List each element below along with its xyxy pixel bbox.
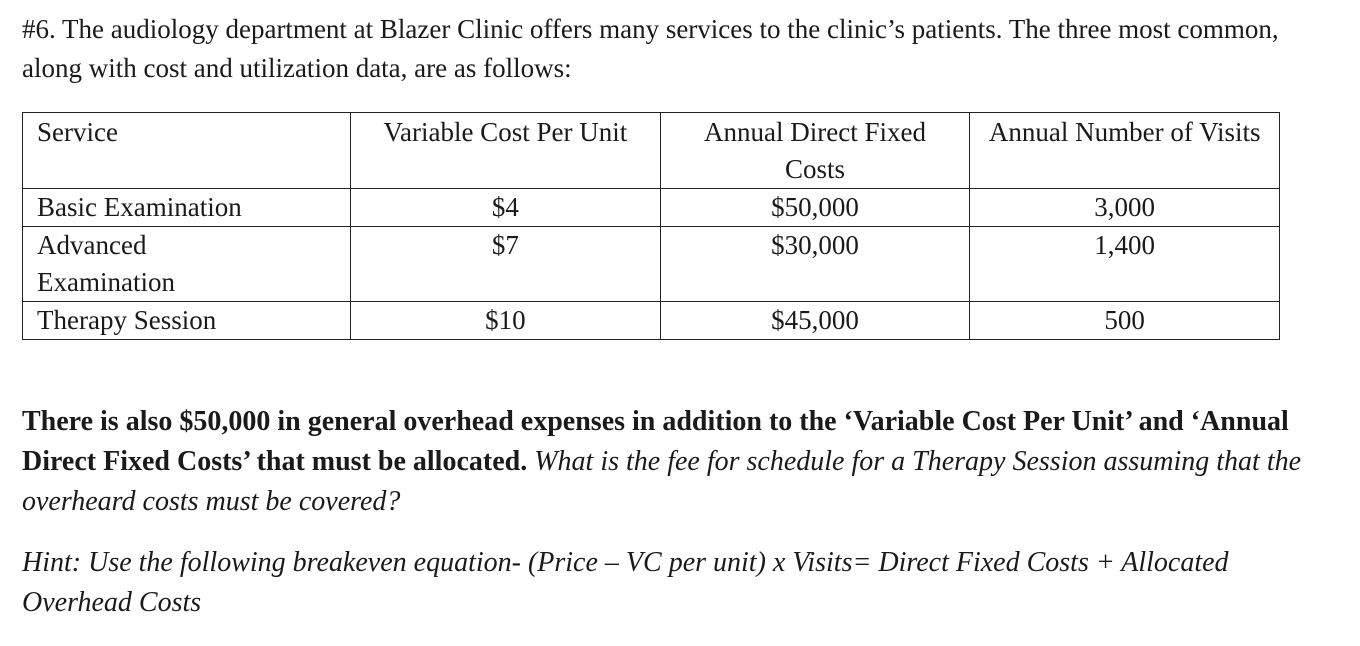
table-cell: $45,000 [660,302,970,340]
table-header-row [23,113,1280,189]
table-cell: $10 [351,302,661,340]
table-cell: $50,000 [660,189,970,227]
table-cell: 1,400 [970,227,1280,302]
table-cell: 500 [970,302,1280,340]
cost-utilization-table [22,112,1280,340]
header-cell: Annual Direct Fixed Costs [660,113,970,189]
table-cell: $4 [351,189,661,227]
table-cell: 3,000 [970,189,1280,227]
table-row [23,189,1280,227]
table-cell: Advanced Examination [23,227,351,302]
question-italic-text: What is the fee for schedule for a Therapy Session assuming that the overheard costs must be covered? [22,446,1302,517]
table-cell: Therapy Session [23,302,351,340]
question-paragraph [22,402,1322,522]
table-row [23,227,1280,302]
header-cell: Service [23,113,351,189]
table-cell: Basic Examination [23,189,351,227]
header-cell: Annual Number of Visits [970,113,1280,189]
question-bold-text: There is also $50,000 in general overhead expenses in addition to the ‘Variable Cost Per Unit’ and ‘Annual Direct Fixed Costs’ that must be allocated. [22,406,1289,477]
intro-paragraph: #6. The audiology department at Blazer Clinic offers many services to the clinic’s patients. The three most common, along with cost and utilization data, are as follows: [22,14,1279,83]
header-cell: Variable Cost Per Unit [351,113,661,189]
hint-paragraph: Hint: Use the following breakeven equation- (Price – VC per unit) x Visits= Direct Fixed Costs + Allocated Overhead Costs [22,547,1229,618]
table-cell: $7 [351,227,661,302]
table-row [23,302,1280,340]
table-cell: $30,000 [660,227,970,302]
